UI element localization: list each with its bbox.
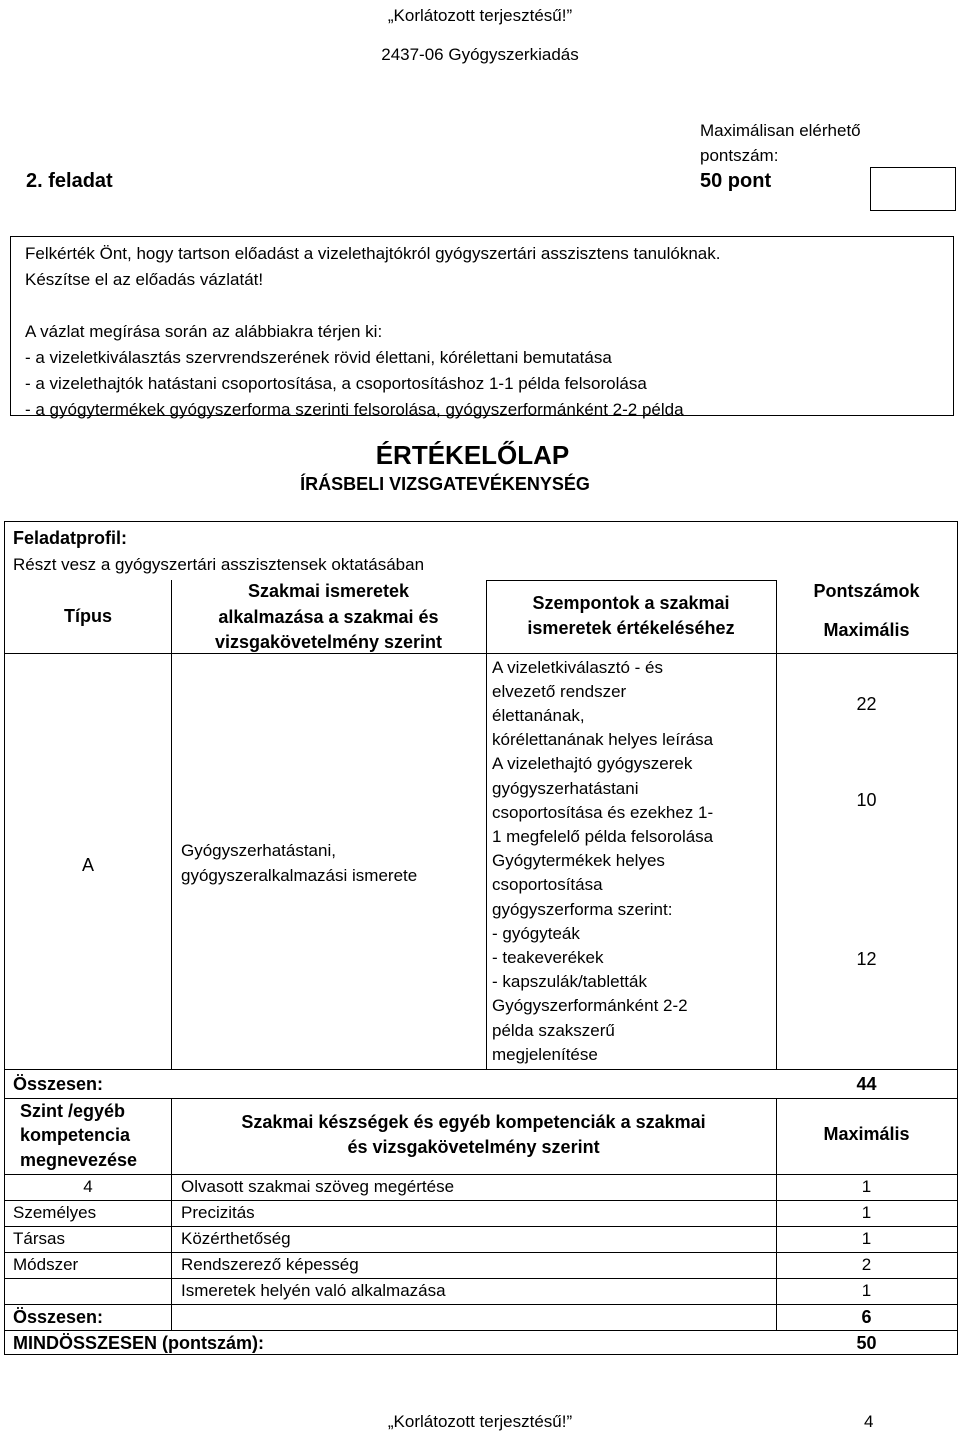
- max-points-label: Maximálisan elérhető pontszám:: [700, 121, 861, 165]
- col-knowledge-header: alkalmazása a szakmai és: [218, 607, 439, 627]
- criteria-line: csoportosítása: [492, 875, 603, 894]
- task-number: 2. feladat: [26, 170, 113, 192]
- criteria-line: élettanának,: [492, 706, 585, 725]
- criteria-line: Gyógyszerformánként 2-2: [492, 996, 688, 1015]
- subtotal-label: Összesen:: [13, 1307, 104, 1327]
- task-line: A vázlat megírása során az alábbiakra térjen ki:: [25, 322, 383, 341]
- skill-name: Precizitás: [181, 1203, 255, 1222]
- criteria-line: - kapszulák/tabletták: [492, 972, 647, 991]
- score-box[interactable]: [870, 167, 956, 211]
- skills-level-header: Szint /egyéb: [20, 1101, 126, 1121]
- knowledge-value: Gyógyszerhatástani,: [181, 841, 336, 860]
- task-line: - a vizeletkiválasztás szervrendszerének rövid élettani, kórélettani bemutatása: [25, 348, 612, 367]
- grand-total-value: 50: [856, 1333, 877, 1353]
- col-points-header: Pontszámok: [813, 581, 920, 601]
- task-line: [25, 293, 953, 319]
- skill-points: 1: [861, 1203, 872, 1222]
- skill-level: Személyes: [13, 1203, 97, 1222]
- criteria-points: 10: [856, 790, 877, 810]
- skills-level-header: megnevezése: [20, 1150, 138, 1170]
- page-number: 4: [864, 1412, 874, 1431]
- footer-restricted: „Korlátozott terjesztésű!”: [387, 1412, 573, 1431]
- skill-points: 1: [861, 1177, 872, 1196]
- skills-header: Szakmai készségek és egyéb kompetenciák a szakmai: [241, 1112, 706, 1132]
- table-divider: [5, 1098, 957, 1099]
- eval-title: ÉRTÉKELŐLAP: [375, 440, 570, 470]
- col-knowledge-header: vizsgakövetelmény szerint: [214, 632, 443, 652]
- col-criteria-header: ismeretek értékeléséhez: [527, 618, 735, 638]
- criteria-line: - gyógyteák: [492, 924, 580, 943]
- col-knowledge-header: Szakmai ismeretek: [247, 581, 410, 601]
- criteria-line: - teakeverékek: [492, 948, 604, 967]
- table-divider: [486, 580, 487, 1070]
- criteria-line: A vizelethajtó gyógyszerek: [492, 754, 693, 773]
- task-description: [10, 236, 954, 419]
- task-line: - a gyógytermékek gyógyszerforma szerinti felsorolása, gyógyszerformánként 2-2 példa: [25, 400, 684, 419]
- skills-header: és vizsgakövetelmény szerint: [347, 1137, 600, 1157]
- subtotal-label: Összesen:: [13, 1074, 104, 1094]
- skill-name: Rendszerező képesség: [181, 1255, 359, 1274]
- profile-label: Feladatprofil:: [13, 528, 128, 548]
- skill-points: 1: [861, 1281, 872, 1300]
- criteria-line: elvezető rendszer: [492, 682, 627, 701]
- skill-name: Olvasott szakmai szöveg megértése: [181, 1177, 455, 1196]
- skill-level: 4: [83, 1177, 93, 1196]
- skill-name: Ismeretek helyén való alkalmazása: [181, 1281, 446, 1300]
- evaluation-table: [4, 521, 958, 1355]
- knowledge-value: gyógyszeralkalmazási ismerete: [181, 866, 418, 885]
- header-code: 2437-06 Gyógyszerkiadás: [381, 45, 579, 64]
- table-divider: [776, 580, 777, 1070]
- col-type-header: Típus: [64, 606, 112, 626]
- criteria-line: megjelenítése: [492, 1045, 598, 1064]
- criteria-line: csoportosítása és ezekhez 1-: [492, 803, 714, 822]
- task-line: Felkérték Önt, hogy tartson előadást a vizelethajtókról gyógyszertári asszisztens tanulóknak.: [25, 244, 721, 263]
- col-max-header: Maximális: [823, 620, 910, 640]
- criteria-line: gyógyszerforma szerint:: [492, 900, 673, 919]
- header-restricted: „Korlátozott terjesztésű!”: [387, 6, 573, 25]
- col-criteria-header: Szempontok a szakmai: [532, 593, 730, 613]
- criteria-line: gyógyszerhatástani: [492, 779, 639, 798]
- skills-max-header: Maximális: [823, 1124, 910, 1144]
- task-points: 50 pont: [700, 170, 772, 192]
- criteria-points: 12: [856, 949, 877, 969]
- criteria-points: 22: [856, 694, 877, 714]
- criteria-line: példa szakszerű: [492, 1021, 615, 1040]
- table-divider: [486, 580, 776, 581]
- subtotal-value: 6: [861, 1307, 872, 1327]
- skills-level-header: kompetencia: [20, 1125, 131, 1145]
- criteria-line: A vizeletkiválasztó - és: [492, 658, 664, 677]
- eval-subtitle: ÍRÁSBELI VIZSGATEVÉKENYSÉG: [300, 474, 590, 494]
- grand-total-label: MINDÖSSZESEN (pontszám):: [13, 1333, 265, 1353]
- skill-level: Társas: [13, 1229, 65, 1248]
- table-divider: [5, 1069, 957, 1070]
- type-value: A: [81, 855, 94, 875]
- skill-points: 1: [861, 1229, 872, 1248]
- profile-text: Részt vesz a gyógyszertári asszisztensek oktatásában: [13, 555, 425, 574]
- task-line: Készítse el az előadás vázlatát!: [25, 270, 264, 289]
- skill-level: Módszer: [13, 1255, 79, 1274]
- criteria-line: Gyógytermékek helyes: [492, 851, 665, 870]
- criteria-line: kórélettanának helyes leírása: [492, 730, 714, 749]
- subtotal-value: 44: [856, 1074, 877, 1094]
- task-line: - a vizelethajtók hatástani csoportosítása, a csoportosításhoz 1-1 példa felsorolása: [25, 374, 647, 393]
- criteria-line: 1 megfelelő példa felsorolása: [492, 827, 714, 846]
- skill-points: 2: [861, 1255, 872, 1274]
- skill-name: Közérthetőség: [181, 1229, 291, 1248]
